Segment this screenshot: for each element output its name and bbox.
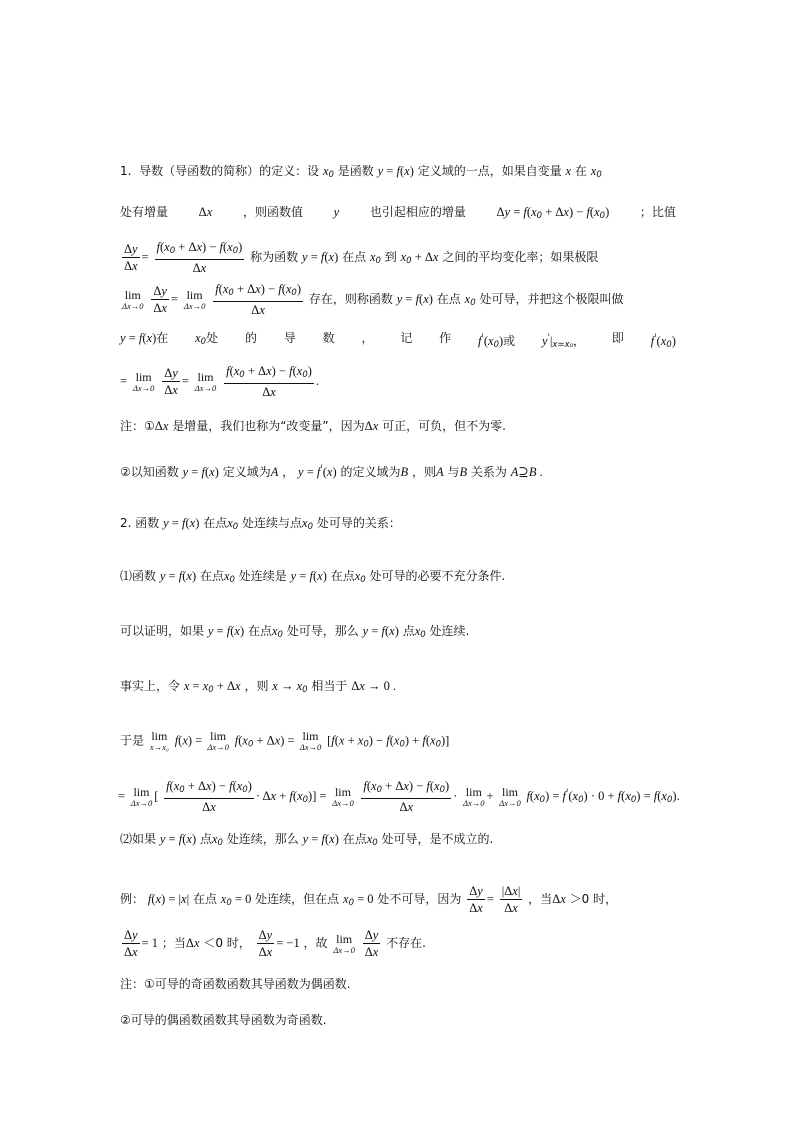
text: ，故 <box>303 936 328 950</box>
text: 在 <box>574 164 587 178</box>
text: ， <box>573 334 586 348</box>
text: 的定义域为 <box>340 465 401 479</box>
text: 可以证明，如果 <box>120 624 205 638</box>
text: 处可导，是不成立的. <box>381 832 494 846</box>
text: 的 <box>244 331 257 345</box>
text: ，则 <box>244 679 269 693</box>
text: 在 <box>156 331 169 345</box>
text: 处连续，那么 <box>226 832 299 846</box>
text: 也引起相应的增量 <box>369 205 466 219</box>
text: 处不可导，因为 <box>377 892 462 906</box>
text: 处可导，那么 <box>286 624 359 638</box>
text: 在点 <box>247 624 272 638</box>
text: ，则 <box>411 465 436 479</box>
text: 在点 <box>203 516 228 530</box>
text: 点 <box>402 624 415 638</box>
text: 到 <box>384 250 397 264</box>
example-line-1: 例： f(x) = |x| 在点 $x_0 = 0$ 处连续，但在点 $x_0 = 0$ 处不可导，因为 $\frac{\Delta y}{\Delta x}$ = $\frac{|\Delta x|}{\Delta x}$ ，当Δx ＞0 时， <box>120 884 618 915</box>
text: 或 <box>503 334 516 348</box>
text: 相当于 <box>311 679 348 693</box>
statement-6: ⑵如果 y = f(x) 点$x_0$ 处连续，那么 y = f(x) 在点$x_0$ 处可导，是不成立的. <box>120 832 494 848</box>
text: 在点 <box>199 569 224 583</box>
text: 处连续. <box>429 624 470 638</box>
text: 是函数 <box>337 164 374 178</box>
statement-3: 事实上，令 $x = x_0 + \Delta x$ ，则 $x \to x_0$ 相当于 Δx → 0 . <box>120 679 397 695</box>
statement-5: = lim Δx→0 [ $\frac{f(x_0 + \Delta x) - f(x_0)}{\Delta x}$ · $\Delta x + f(x_0)$] = lim Δx→0 $\frac{f(x_0 + \Delta x) - f(x_0)}{\Delta x}$ · lim Δx→0 + lim Δx→0 $f(x_0) = f'(x_0) \cdot 0 + f(x_0) = f(x_0)$. <box>118 779 680 814</box>
text: 不存在. <box>386 936 426 950</box>
text: ②以知函数 <box>120 465 179 479</box>
example-line-2: $\frac{\Delta y}{\Delta x}$ = 1 ；当Δx ＜0 时， $\frac{\Delta y}{\Delta x}$ = −1 ，故 lim Δx→0 $\frac{\Delta y}{\Delta x}$ 不存在. <box>124 928 426 959</box>
text: 作 <box>439 331 452 345</box>
text: 存在，则称函数 <box>308 292 393 306</box>
text: ，当 <box>528 892 553 906</box>
section-number: 1. <box>120 164 132 178</box>
text: 处可导，并把这个极限叫做 <box>479 292 624 306</box>
text: ＞0 时， <box>569 892 618 906</box>
text: 导 <box>283 331 296 345</box>
text: ；比值 <box>639 205 676 219</box>
statement-4: 于是 lim x→x₀ f(x) = lim Δx→0 $f(x_0 + \Delta x)$ = lim Δx→0 $[f(x + x_0) - f(x_0) + f(x_0)]$ <box>120 729 450 752</box>
text: 处可导的关系： <box>316 516 401 530</box>
text: 即 <box>611 331 624 345</box>
note-4: ②可导的偶函数函数其导函数为奇函数. <box>120 1013 327 1027</box>
text: ⑵如果 <box>120 832 157 846</box>
statement-1: ⑴函数 y = f(x) 在点$x_0$ 处连续是 y = f(x) 在点$x_0$ 处可导的必要不充分条件. <box>120 569 506 585</box>
text: 定义域的一点，如果自变量 <box>417 164 562 178</box>
text: 处连续与点 <box>242 516 303 530</box>
text: ， <box>361 331 374 345</box>
text: 与 <box>447 465 460 479</box>
text: 数 <box>322 331 335 345</box>
note-3: 注：①可导的奇函数函数其导函数为偶函数. <box>120 977 351 991</box>
def-line-1: 1. 导数（导函数的简称）的定义：设 $x_0$ 是函数 y = f(x) 定义域的一点，如果自变量 x 在 $x_0$ <box>120 164 602 180</box>
text: ， <box>282 465 295 479</box>
text: 例： <box>120 892 145 906</box>
text: 关系为 <box>470 465 507 479</box>
def-line-2: 处有增量 Δx ，则函数值 y 也引起相应的增量 $\Delta y = f(x_0 + \Delta x) - f(x_0)$ ；比值 <box>120 204 676 224</box>
text: 是增量，我们也称为“改变量”，因为 <box>172 419 365 433</box>
text: 注：① <box>120 419 155 433</box>
def-line-3: $\frac{\Delta y}{\Delta x}$ = $\frac{f(x_0 + \Delta x) - f(x_0)}{\Delta x}$ 称为函数 y = f(x) 在点 $x_0$ 到 $x_0 + \Delta x$ 之间的平均变化率；如果极限 <box>124 240 599 275</box>
text: 定义域为 <box>222 465 271 479</box>
text: 2. 函数 <box>120 516 160 530</box>
statement-2: 可以证明，如果 y = f(x) 在点$x_0$ 处可导，那么 y = f(x) 点$x_0$ 处连续. <box>120 624 470 640</box>
text: ，则函数值 <box>242 205 303 219</box>
text: ；当 <box>161 936 186 950</box>
text: ⑴函数 <box>120 569 157 583</box>
def-line-4: lim Δx→0 $\frac{\Delta y}{\Delta x}$ = lim Δx→0 $\frac{f(x_0 + \Delta x) - f(x_0)}{\Delta x}$ 存在，则称函数 y = f(x) 在点 $x_0$ 处可导，并把这个极限叫做 <box>122 282 624 317</box>
text: ＜0 时， <box>203 936 251 950</box>
text: 在点 <box>342 250 367 264</box>
text: 在点 <box>192 892 217 906</box>
text: 可正，可负，但不为零. <box>382 419 506 433</box>
note-2: ②以知函数 y = f(x) 定义域为A ， y = f'(x) 的定义域为B ，则A 与B 关系为 A⊇B . <box>120 464 543 479</box>
def-line-6: = lim Δx→0 $\frac{\Delta y}{\Delta x}$ = lim Δx→0 $\frac{f(x_0 + \Delta x) - f(x_0)}{\Delta x}$ . <box>120 364 320 399</box>
text: 处有增量 <box>120 205 169 219</box>
text: 在点 <box>436 292 461 306</box>
text: 在点 <box>342 832 367 846</box>
text: 处可导的必要不充分条件. <box>369 569 506 583</box>
text: 处连续是 <box>238 569 287 583</box>
text: 记 <box>400 331 413 345</box>
section-2-title: 2. 函数 y = f(x) 在点$x_0$ 处连续与点$x_0$ 处可导的关系： <box>120 516 401 532</box>
text: 处 <box>206 331 219 345</box>
text: 之间的平均变化率；如果极限 <box>442 250 599 264</box>
text: 处连续，但在点 <box>255 892 340 906</box>
text: 称为函数 <box>250 250 299 264</box>
text: 在点 <box>330 569 355 583</box>
note-1: 注：①Δx 是增量，我们也称为“改变量”，因为Δx 可正，可负，但不为零. <box>120 419 506 433</box>
text: 于是 <box>120 733 145 748</box>
def-line-5: y = f(x)在 $x_0$处 的 导 数 ， 记 作 $f'(x_0)$或 $y'|_{x=x_0}$， 即 $f'(x_0)$ <box>120 330 676 353</box>
text: 事实上，令 <box>120 679 181 693</box>
text: 导数（导函数的简称）的定义：设 <box>139 164 320 178</box>
text: 点 <box>199 832 212 846</box>
